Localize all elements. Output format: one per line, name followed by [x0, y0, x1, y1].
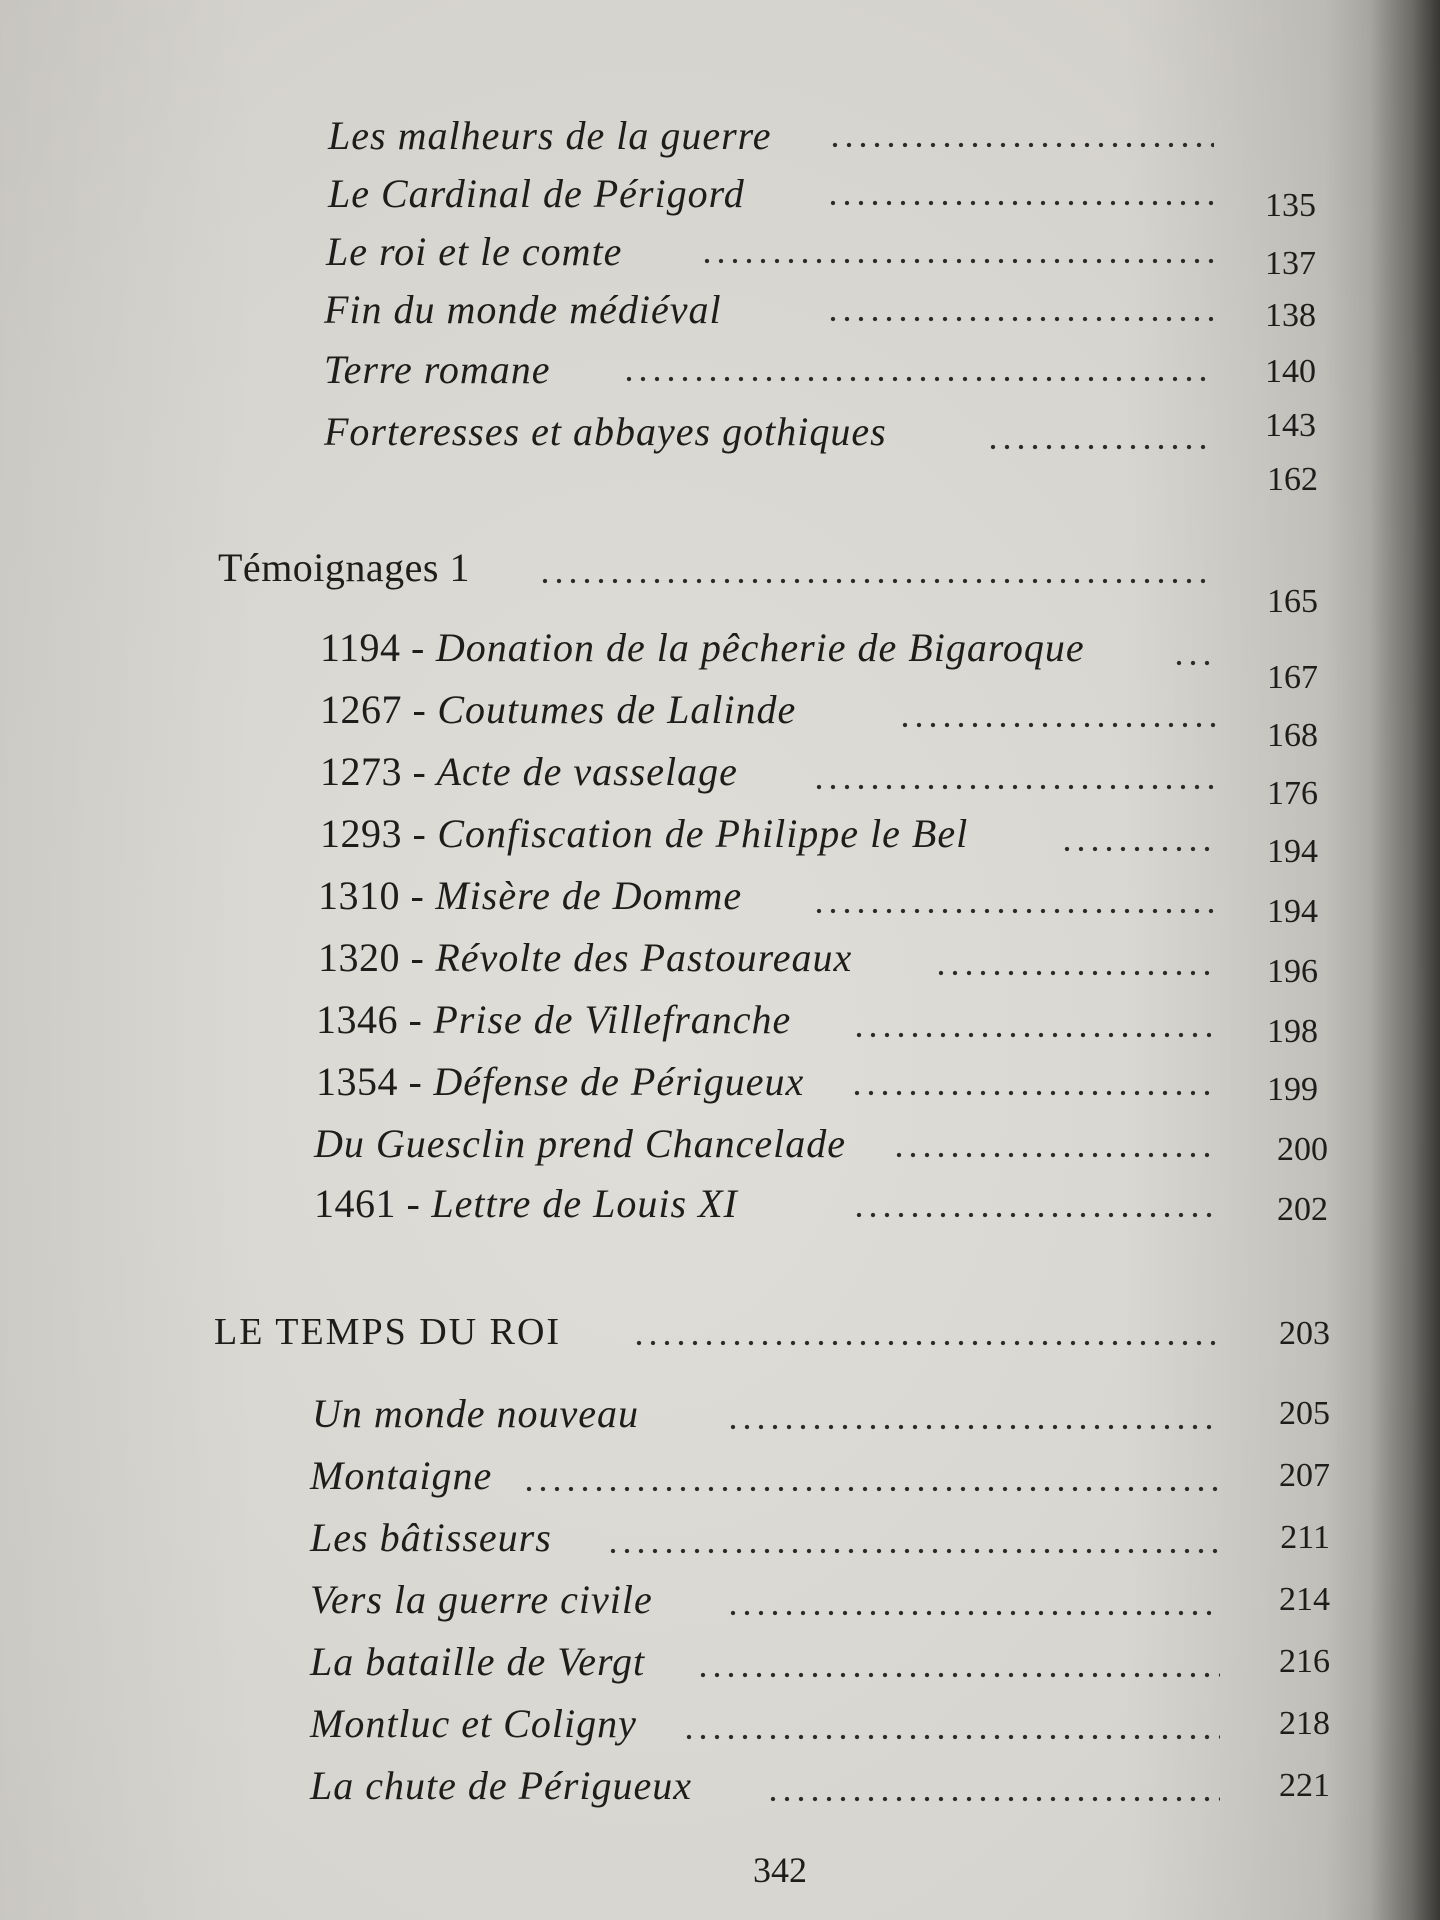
toc-extra-page: 162 — [1267, 461, 1318, 498]
toc-entry-title: La bataille de Vergt — [310, 1639, 646, 1684]
toc-entry — [0, 1116, 1440, 1176]
toc-entry-page: 143 — [1265, 407, 1316, 444]
toc-entry — [0, 1634, 1440, 1694]
toc-entry-title: Du Guesclin prend Chancelade — [314, 1121, 846, 1166]
toc-entry-page: 194 — [1267, 833, 1318, 870]
toc-entry-title: Les bâtisseurs — [310, 1515, 552, 1560]
toc-entry-title: La chute de Périgueux — [310, 1763, 692, 1808]
dot-leader — [850, 1090, 1216, 1096]
toc-entry-text — [320, 744, 738, 800]
toc-entry — [0, 620, 1440, 696]
toc-entry-page: 168 — [1267, 717, 1318, 754]
toc-entry-page: 216 — [1279, 1643, 1330, 1680]
toc-entry-year: 1346 - — [316, 997, 423, 1042]
toc-entry-year: 1320 - — [318, 935, 425, 980]
toc-entry-title: Coutumes de Lalinde — [437, 687, 797, 732]
toc-entry-text — [320, 806, 968, 862]
toc-entry — [0, 166, 1440, 226]
dot-leader — [522, 1486, 1220, 1492]
toc-entry-page: 194 — [1267, 893, 1318, 930]
toc-entry-page: 221 — [1279, 1767, 1330, 1804]
toc-entry-page: 214 — [1279, 1581, 1330, 1618]
toc-entry-year: 1293 - — [320, 811, 427, 856]
toc-entry-title: Misère de Domme — [435, 873, 743, 918]
toc-entry-page: 176 — [1267, 775, 1318, 812]
dot-leader — [726, 1610, 1220, 1616]
dot-leader — [826, 316, 1214, 322]
toc-entry-text — [314, 1116, 846, 1172]
toc-entry — [0, 282, 1440, 342]
dot-leader — [622, 376, 1214, 382]
toc-entry-text — [320, 682, 796, 738]
toc-entry-title: Le Cardinal de Périgord — [328, 171, 745, 216]
toc-entry-text — [320, 620, 1085, 676]
toc-entry-year: 1267 - — [320, 687, 427, 732]
toc-section-heading — [0, 540, 1440, 620]
toc-entry-page: 200 — [1277, 1131, 1328, 1168]
dot-leader — [1172, 660, 1216, 666]
toc-entry-title: Défense de Périgueux — [433, 1059, 805, 1104]
toc-entry — [0, 1758, 1440, 1818]
toc-section-page: 165 — [1267, 583, 1318, 620]
toc-entry-page: 218 — [1279, 1705, 1330, 1742]
toc-entry — [0, 682, 1440, 754]
page-number: 342 — [753, 1850, 807, 1890]
dot-leader — [892, 1152, 1216, 1158]
dot-leader — [700, 258, 1214, 264]
dot-leader — [828, 142, 1214, 148]
toc-entry — [0, 342, 1440, 402]
dot-leader — [766, 1796, 1220, 1802]
toc-entry-year: 1461 - — [314, 1181, 421, 1226]
toc-entry-title: Montluc et Coligny — [310, 1701, 637, 1746]
toc-entry — [0, 930, 1440, 990]
dot-leader — [696, 1672, 1220, 1678]
dot-leader — [812, 784, 1216, 790]
toc-section-title: LE TEMPS DU ROI — [214, 1311, 562, 1353]
toc-entry-title: Révolte des Pastoureaux — [435, 935, 853, 980]
toc-entry-year: 1310 - — [318, 873, 425, 918]
toc-entry-page: 135 — [1265, 187, 1316, 224]
dot-leader — [852, 1212, 1216, 1218]
toc-entry — [0, 806, 1440, 870]
dot-leader — [682, 1734, 1220, 1740]
toc-entry — [0, 1510, 1440, 1570]
toc-entry-page: 198 — [1267, 1013, 1318, 1050]
toc-entry-page: 211 — [1280, 1519, 1330, 1556]
toc-section-heading — [0, 1304, 1440, 1364]
toc-entry — [0, 868, 1440, 928]
dot-leader — [986, 444, 1214, 450]
dot-leader — [726, 1424, 1220, 1430]
dot-leader — [812, 908, 1216, 914]
toc-entry — [0, 224, 1440, 284]
toc-entry-title: Confiscation de Philippe le Bel — [437, 811, 969, 856]
toc-entry — [0, 404, 1440, 464]
toc-entry — [0, 1176, 1440, 1236]
toc-entry-text — [318, 930, 852, 986]
toc-section-title: Témoignages 1 — [218, 545, 470, 590]
toc-entry — [0, 108, 1440, 168]
toc-entry-page: 140 — [1265, 353, 1316, 390]
dot-leader — [632, 1340, 1220, 1346]
toc-entry-page: 207 — [1279, 1457, 1330, 1494]
dot-leader — [606, 1548, 1220, 1554]
toc-entry-title: Donation de la pêcherie de Bigaroque — [435, 625, 1085, 670]
toc-entry — [0, 1448, 1440, 1508]
toc-entry-page: 137 — [1265, 245, 1316, 282]
toc-entry — [0, 1386, 1440, 1446]
toc-entry-title: Terre romane — [324, 347, 551, 392]
toc-entry-page: 202 — [1277, 1191, 1328, 1228]
toc-entry-title: Lettre de Louis XI — [431, 1181, 738, 1226]
toc-entry-title: Montaigne — [310, 1453, 493, 1498]
toc-entry-year: 1194 - — [320, 625, 425, 670]
toc-entry-title: Vers la guerre civile — [310, 1577, 653, 1622]
toc-entry-year: 1273 - — [320, 749, 427, 794]
toc-entry-text — [318, 868, 742, 924]
toc-entry-text — [316, 992, 791, 1048]
toc-entry-title: Forteresses et abbayes gothiques — [324, 409, 887, 454]
toc-entry — [0, 1696, 1440, 1756]
toc-entry-title: Les malheurs de la guerre — [328, 113, 772, 158]
toc-entry-title: Un monde nouveau — [312, 1391, 640, 1436]
dot-leader — [1060, 846, 1216, 852]
toc-entry-page: 199 — [1267, 1071, 1318, 1108]
toc-entry-page: 167 — [1267, 659, 1318, 696]
toc-entry-title: Prise de Villefranche — [433, 997, 792, 1042]
dot-leader — [826, 200, 1214, 206]
dot-leader — [538, 578, 1214, 584]
toc-section-page: 203 — [1279, 1315, 1330, 1352]
toc-entry-title: Le roi et le comte — [326, 229, 623, 274]
toc-entry-page: 196 — [1267, 953, 1318, 990]
dot-leader — [934, 970, 1216, 976]
toc-entry-page: 138 — [1265, 297, 1316, 334]
dot-leader — [898, 722, 1216, 728]
dot-leader — [852, 1032, 1216, 1038]
toc-entry — [0, 744, 1440, 812]
toc-entry-text — [316, 1054, 804, 1110]
toc-entry-title: Acte de vasselage — [436, 749, 738, 794]
toc-entry-title: Fin du monde médiéval — [324, 287, 722, 332]
toc-entry-page: 205 — [1279, 1395, 1330, 1432]
toc-entry-year: 1354 - — [316, 1059, 423, 1104]
toc-entry — [0, 1572, 1440, 1632]
toc-entry — [0, 992, 1440, 1052]
toc-entry-text — [314, 1176, 738, 1232]
toc-entry — [0, 1054, 1440, 1114]
